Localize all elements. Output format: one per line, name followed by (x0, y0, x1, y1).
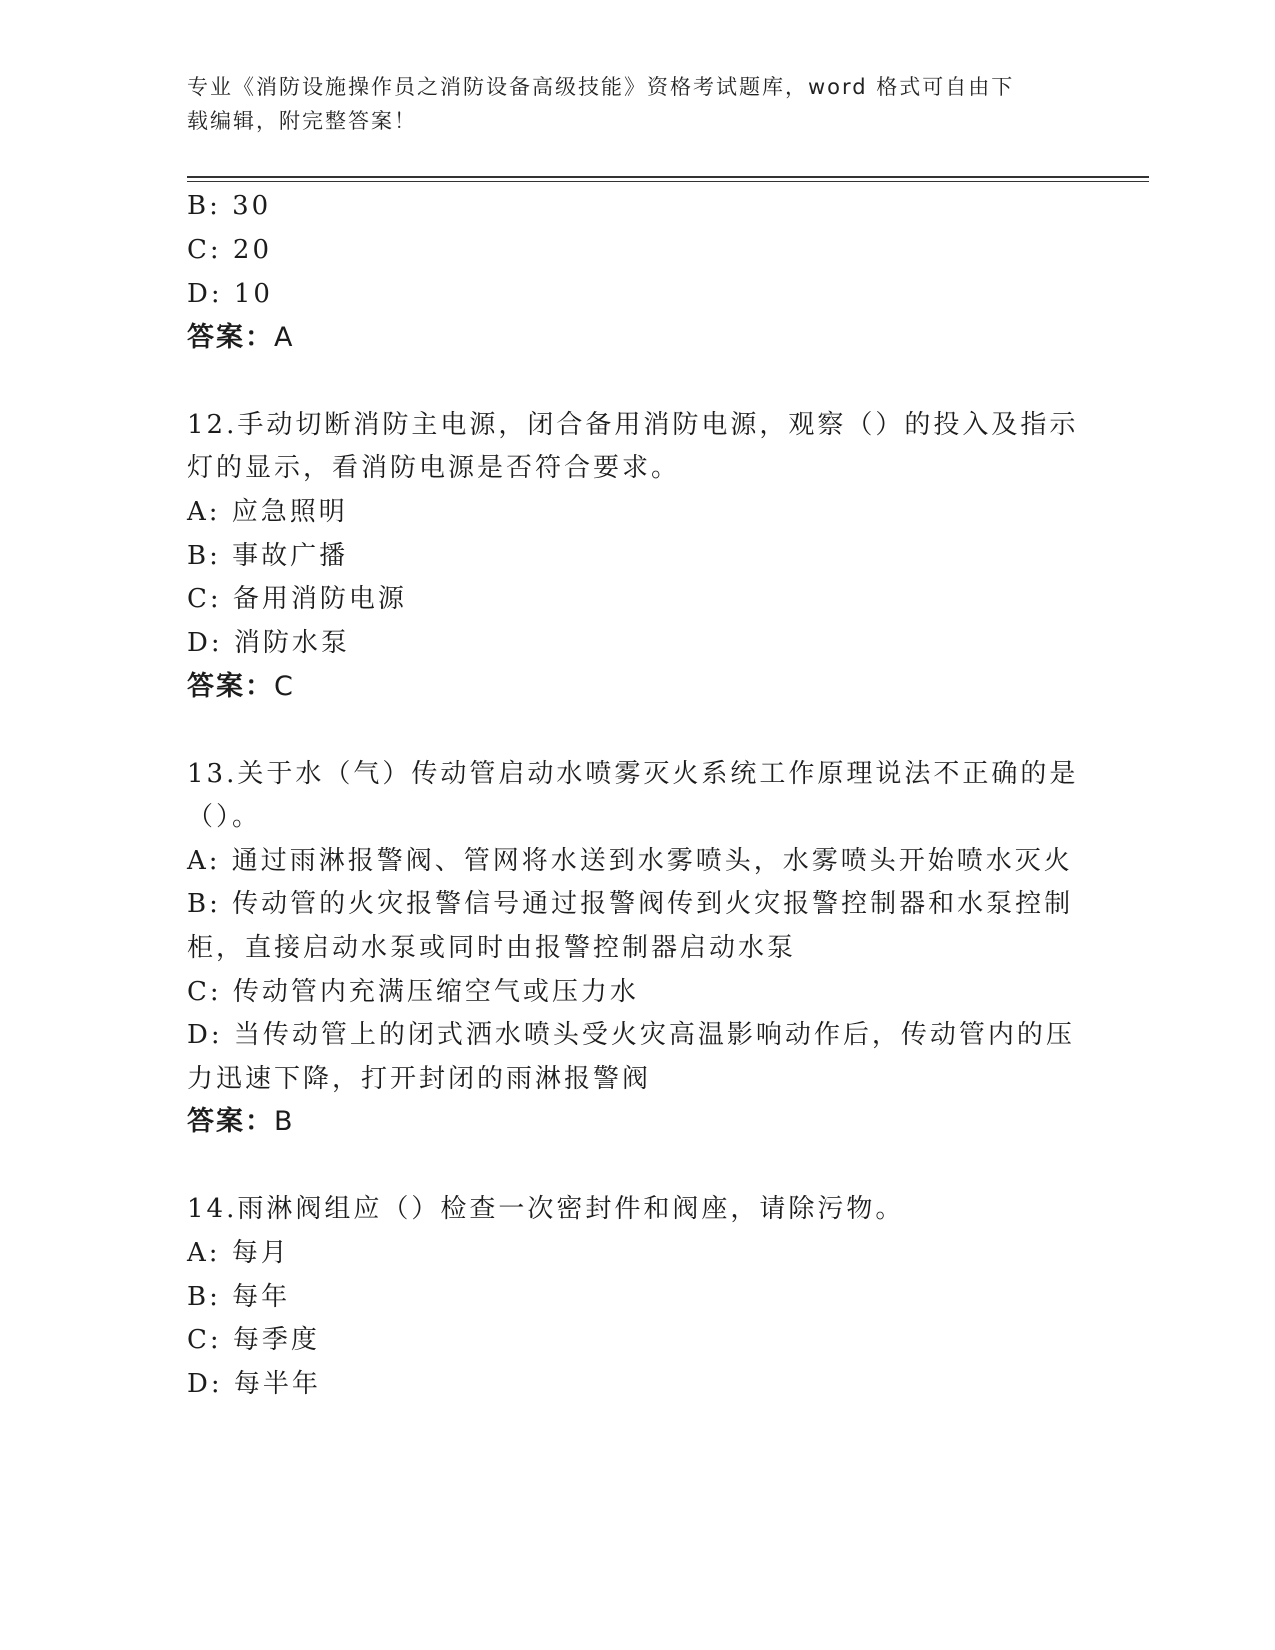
q13-stem-line-2: （）。 (187, 802, 262, 832)
q12-option-c: C: 备用消防电源 (187, 584, 407, 614)
header-line-1: 专业《消防设施操作员之消防设备高级技能》资格考试题库，word 格式可自由下 (187, 75, 1015, 99)
answer-label: 答案： (187, 1106, 274, 1137)
q13-option-b-line-1: B: 传动管的火灾报警信号通过报警阀传到火灾报警控制器和水泵控制 (187, 889, 1074, 919)
q11-option-b: B: 30 (187, 191, 272, 221)
header-line-2: 载编辑，附完整答案！ (187, 109, 417, 133)
header-rule-thick (187, 176, 1149, 178)
q13-option-d-line-2: 力迅速下降，打开封闭的雨淋报警阀 (187, 1064, 652, 1094)
q12-stem-line-2: 灯的显示，看消防电源是否符合要求。 (187, 453, 681, 483)
document-header (187, 70, 1067, 138)
q13-stem-line-1: 13.关于水（气）传动管启动水喷雾灭火系统工作原理说法不正确的是 (187, 759, 1079, 789)
header-rule-thin (187, 181, 1149, 182)
q12-stem-line-1: 12.手动切断消防主电源，闭合备用消防电源，观察（）的投入及指示 (187, 410, 1079, 440)
q11-option-d: D: 10 (187, 279, 273, 309)
q13-option-d-line-1: D: 当传动管上的闭式洒水喷头受火灾高温影响动作后，传动管内的压 (187, 1020, 1075, 1050)
q11-answer (187, 322, 294, 354)
q13-answer (187, 1106, 295, 1138)
q13-option-a: A: 通过雨淋报警阀、管网将水送到水雾喷头，水雾喷头开始喷水灭火 (187, 846, 1073, 876)
q12-option-b: B: 事故广播 (187, 541, 349, 571)
q13-option-b-line-2: 柜，直接启动水泵或同时由报警控制器启动水泵 (187, 933, 797, 963)
q14-option-c: C: 每季度 (187, 1325, 320, 1355)
q11-option-c: C: 20 (187, 235, 273, 265)
answer-value: C (274, 671, 295, 702)
q12-option-d: D: 消防水泵 (187, 628, 350, 658)
answer-label: 答案： (187, 322, 274, 353)
q12-answer (187, 671, 295, 703)
q12-option-a: A: 应急照明 (187, 497, 348, 527)
answer-value: A (274, 322, 295, 353)
q14-option-b: B: 每年 (187, 1282, 291, 1312)
q13-option-c: C: 传动管内充满压缩空气或压力水 (187, 977, 639, 1007)
q14-option-d: D: 每半年 (187, 1369, 321, 1399)
answer-value: B (274, 1106, 295, 1137)
answer-label: 答案： (187, 671, 274, 702)
q14-option-a: A: 每月 (187, 1238, 290, 1268)
q14-stem: 14.雨淋阀组应（）检查一次密封件和阀座，请除污物。 (187, 1194, 905, 1224)
